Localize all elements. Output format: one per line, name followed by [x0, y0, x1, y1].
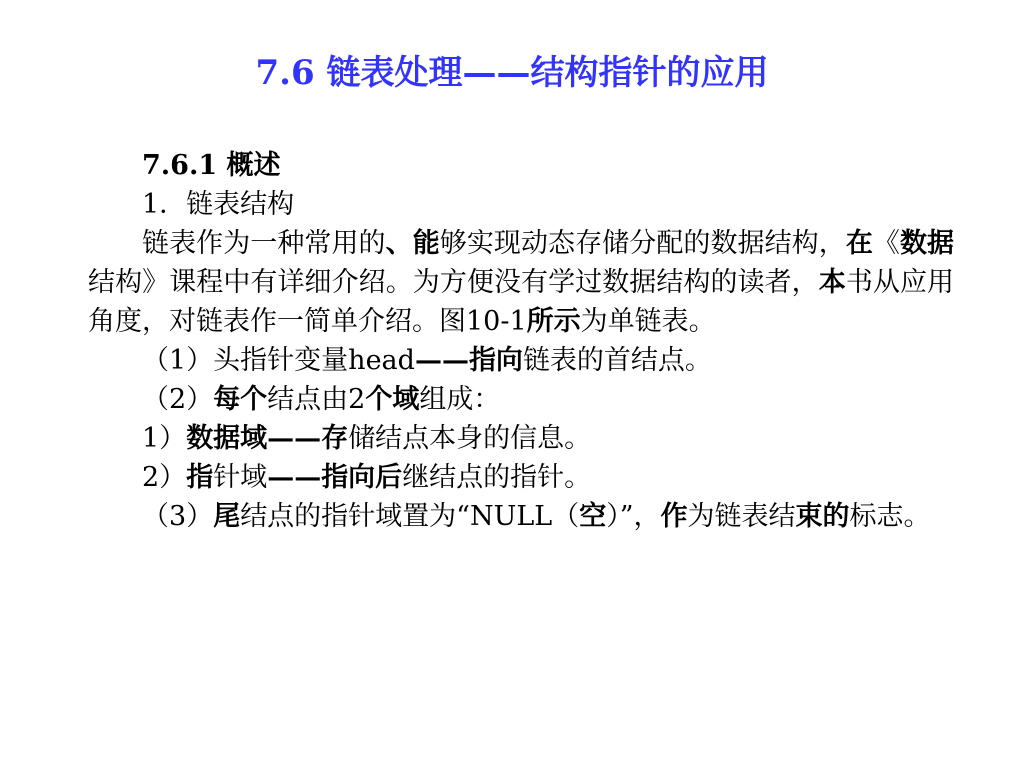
para1-run: 数据	[899, 228, 955, 259]
para1-run: 本	[818, 267, 846, 298]
sub2-run: 指	[186, 462, 214, 493]
intro-paragraph	[88, 224, 954, 341]
point1-run: （1）头指针变量head	[142, 345, 415, 376]
point-head-pointer	[88, 341, 954, 380]
sub2-run: ——指向后	[267, 462, 403, 493]
sub2-run: 继结点的指针。	[402, 462, 592, 493]
sub2-run: 针域	[213, 462, 268, 493]
point3-run: 标志。	[849, 501, 931, 532]
point2-run: 组成：	[419, 384, 501, 415]
point1-run: 链表的首结点。	[522, 345, 712, 376]
para1-run: 链表作为一种常用的	[142, 228, 386, 259]
sub1-run: 1）	[142, 423, 187, 454]
para1-run: 为单链表。	[580, 306, 716, 337]
point3-run: 束的	[795, 501, 850, 532]
point1-run: ——指向	[414, 345, 523, 376]
para1-run: 、能	[385, 228, 440, 259]
point3-run: ）”，	[606, 501, 661, 532]
sub2-run: 2）	[142, 462, 187, 493]
para1-run: 够实现动态存储分配的数据结构，	[439, 228, 846, 259]
point3-run: 空	[579, 501, 607, 532]
point2-run: （2）	[142, 384, 214, 415]
point-node-fields	[88, 380, 954, 419]
point3-run: 尾	[213, 501, 241, 532]
point3-run: 为链表结	[687, 501, 796, 532]
item-heading: 1．链表结构	[142, 189, 295, 220]
para1-run: 结构》课程中有详细介绍。为方便没有学过数据结构的读者，	[88, 267, 819, 298]
sub-pointer-field	[88, 458, 954, 497]
sub1-run: 储结点本身的信息。	[348, 423, 592, 454]
point3-run: 作	[660, 501, 688, 532]
point-tail-null	[88, 497, 954, 536]
point2-run: 每个	[213, 384, 268, 415]
point3-run: （3）	[142, 501, 214, 532]
slide-title: 7.6 链表处理——结构指针的应用	[255, 53, 769, 93]
slide-body	[88, 146, 954, 536]
para1-run: 在	[845, 228, 873, 259]
para1-run: 书从应用角度，对链表作一简单介绍。图10-1	[88, 267, 955, 337]
para1-run: 《	[872, 228, 900, 259]
sub-data-field	[88, 419, 954, 458]
sub1-run: 数据域——存	[186, 423, 349, 454]
para1-run: 所示	[526, 306, 581, 337]
section-heading: 7.6.1 概述	[142, 150, 281, 181]
point2-run: 结点由2	[267, 384, 366, 415]
point3-run: 结点的指针域置为“NULL（	[240, 501, 580, 532]
point2-run: 个域	[365, 384, 420, 415]
